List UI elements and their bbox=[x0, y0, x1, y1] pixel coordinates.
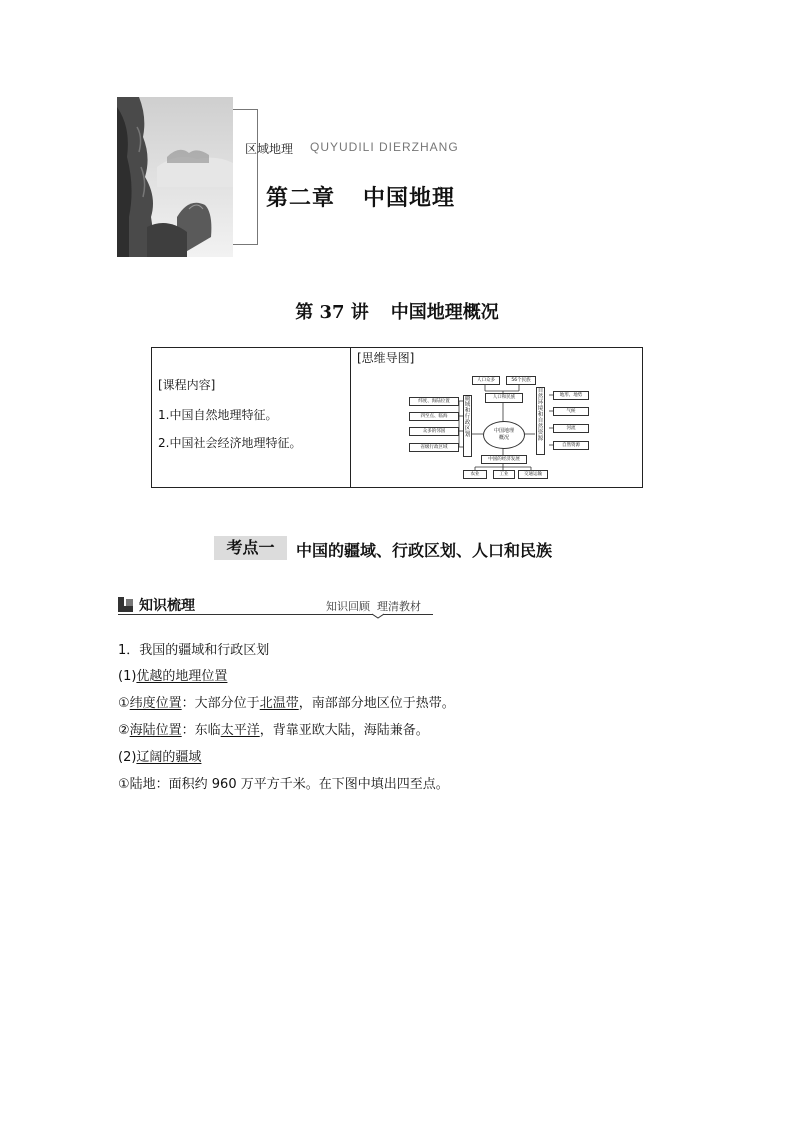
lecture-heading bbox=[0, 298, 794, 324]
chapter-bracket-line bbox=[233, 109, 258, 245]
mm-node-natural-environment: 自然环境和自然资源 bbox=[536, 387, 545, 455]
region-pinyin: QUYUDILI DIERZHANG bbox=[310, 140, 459, 154]
content-line-3-text-b: ，南部部分地区位于热带。 bbox=[298, 696, 455, 711]
section-tag: 考点一 bbox=[214, 536, 287, 560]
mm-box-provinces: 省级行政区域 bbox=[409, 443, 459, 452]
lecture-number: 第 37 讲 bbox=[295, 302, 369, 323]
course-item-2: 2.中国社会经济地理特征。 bbox=[158, 436, 302, 450]
knowledge-rule bbox=[118, 614, 433, 615]
course-table-divider bbox=[350, 347, 351, 487]
knowledge-rule-notch bbox=[372, 612, 384, 619]
mm-box-extreme-points: 四至点、临海 bbox=[409, 412, 459, 421]
content-line-3-answer: 北温带 bbox=[259, 696, 299, 711]
content-line-2-prefix: (1) bbox=[118, 669, 137, 684]
content-line-5-heading: 辽阔的疆域 bbox=[136, 750, 202, 765]
content-line-1: 1．我国的疆域和行政区划 bbox=[118, 643, 270, 658]
content-line-3-text-a: ：大部分位于 bbox=[181, 696, 260, 711]
chapter-title: 中国地理 bbox=[363, 186, 456, 211]
mm-box-resources: 自然资源 bbox=[553, 441, 589, 450]
mm-node-territory: 疆域和行政区划 bbox=[463, 395, 472, 457]
content-line-4-text-b: ，背靠亚欧大陆，海陆兼备。 bbox=[259, 723, 429, 738]
mm-box-terrain: 地形、地势 bbox=[553, 391, 589, 400]
chapter-number: 第二章 bbox=[266, 186, 336, 211]
content-line-3 bbox=[118, 692, 455, 711]
mindmap-diagram bbox=[405, 373, 605, 481]
mm-box-climate: 气候 bbox=[553, 407, 589, 416]
content-line-3-prefix: ① bbox=[118, 696, 130, 711]
mm-center-node bbox=[483, 421, 525, 449]
content-line-6: ①陆地：面积约 960 万平方千米。在下图中填出四至点。 bbox=[118, 777, 449, 792]
mm-box-latitude-position: 纬度、海陆位置 bbox=[409, 397, 459, 406]
mm-box-rivers: 河流 bbox=[553, 424, 589, 433]
content-line-4-prefix: ② bbox=[118, 723, 130, 738]
content-line-2-heading: 优越的地理位置 bbox=[136, 669, 228, 684]
mm-box-ethnic-groups: 56个民族 bbox=[506, 376, 536, 385]
course-item-1: 1.中国自然地理特征。 bbox=[158, 408, 278, 422]
section-title: 中国的疆域、行政区划、人口和民族 bbox=[296, 541, 553, 560]
content-line-3-term: 纬度位置 bbox=[129, 696, 182, 711]
mm-node-population-ethnicity: 人口和民族 bbox=[485, 393, 523, 403]
lecture-title: 中国地理概况 bbox=[390, 302, 499, 323]
content-line-5-prefix: (2) bbox=[118, 750, 137, 765]
content-line-4-term: 海陆位置 bbox=[129, 723, 182, 738]
content-line-4 bbox=[118, 719, 429, 738]
mm-box-agriculture: 农业 bbox=[463, 470, 487, 479]
content-line-4-answer: 太平洋 bbox=[220, 723, 260, 738]
mm-box-industry: 工业 bbox=[493, 470, 515, 479]
chapter-landscape-image bbox=[117, 97, 233, 257]
mindmap-label: [思维导图] bbox=[357, 351, 415, 365]
mm-center-label: 中国地理概况 bbox=[493, 428, 514, 441]
mm-box-neighbors: 众多的邻国 bbox=[409, 427, 459, 436]
mm-box-population: 人口众多 bbox=[472, 376, 500, 385]
content-line-2 bbox=[118, 665, 227, 684]
content-line-4-text-a: ：东临 bbox=[181, 723, 221, 738]
content-line-5 bbox=[118, 746, 201, 765]
region-label: 区域地理 bbox=[245, 142, 294, 156]
mm-node-economy: 中国的经济发展 bbox=[481, 455, 527, 464]
knowledge-square-icon bbox=[118, 597, 133, 612]
course-content-title: [课程内容] bbox=[158, 378, 216, 392]
mm-box-transport: 交通运输 bbox=[518, 470, 548, 479]
knowledge-title: 知识梳理 bbox=[139, 598, 195, 614]
knowledge-subtitle: 知识回顾 理清教材 bbox=[326, 600, 421, 613]
chapter-heading bbox=[266, 181, 455, 212]
